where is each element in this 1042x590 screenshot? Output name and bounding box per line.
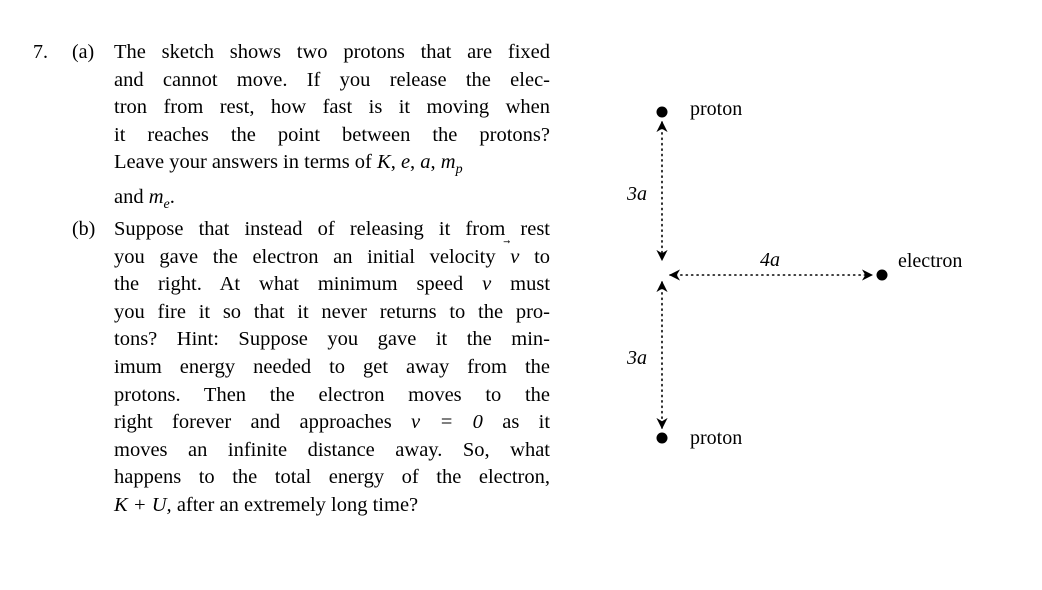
distance-label-top: 3a — [627, 183, 647, 205]
problem-number: 7. — [33, 41, 48, 63]
part-a-line-text: Leave your answers in terms of — [114, 151, 372, 174]
distance-label-right: 4a — [760, 249, 780, 271]
equation-v-zero: v = 0 — [411, 411, 483, 434]
part-b-line: right forever and approaches v = 0 as it — [114, 411, 551, 434]
part-b-line: K + U, after an extremely long time? — [114, 493, 419, 516]
proton-bottom-dot — [657, 433, 668, 444]
electron-dot — [877, 270, 888, 281]
part-b-line: moves an infinite distance away. So, what — [114, 438, 550, 461]
part-b-line: tons? Hint: Suppose you gave it the min- — [114, 328, 550, 351]
var-e: e — [400, 151, 411, 174]
part-a-line: and $m_e$. — [114, 186, 175, 213]
var-v: v — [482, 273, 492, 296]
part-a-line: Leave your answers in terms of K, e, a, $m_p$ — [114, 151, 463, 178]
velocity-vector: v — [510, 245, 520, 268]
expr-k-plus-u: K + U, — [114, 493, 172, 516]
part-b-label: (b) — [72, 218, 96, 240]
var-me: $m_e$ — [148, 186, 170, 213]
part-b-line: you gave the electron an initial velocity v to — [114, 245, 551, 268]
part-b-line: the right. At what minimum speed v must — [114, 273, 551, 296]
distance-label-bottom: 3a — [627, 347, 647, 369]
and-word: and — [114, 186, 144, 209]
part-b-line: imum energy needed to get away from the — [114, 355, 550, 378]
label-electron: electron — [898, 250, 963, 272]
part-b-line: Suppose that instead of releasing it from rest — [114, 218, 550, 240]
part-a-line: and cannot move. If you release the elec- — [114, 68, 550, 91]
label-proton-top: proton — [690, 98, 743, 120]
part-a-line: it reaches the point between the protons? — [114, 123, 550, 146]
part-a-line: The sketch shows two protons that are fixed — [114, 41, 550, 63]
part-b-line: protons. Then the electron moves to the — [114, 383, 550, 406]
part-a-line: tron from rest, how fast is it moving when — [114, 96, 550, 119]
proton-top-dot — [657, 107, 668, 118]
var-k: K — [377, 151, 391, 174]
var-a: a — [420, 151, 431, 174]
part-a-label: (a) — [72, 41, 95, 63]
part-b-line: you fire it so that it never returns to the pro- — [114, 300, 550, 323]
label-proton-bottom: proton — [690, 427, 743, 449]
part-b-line: happens to the total energy of the electron, — [114, 466, 550, 489]
var-mp: $m_p$ — [440, 151, 463, 178]
